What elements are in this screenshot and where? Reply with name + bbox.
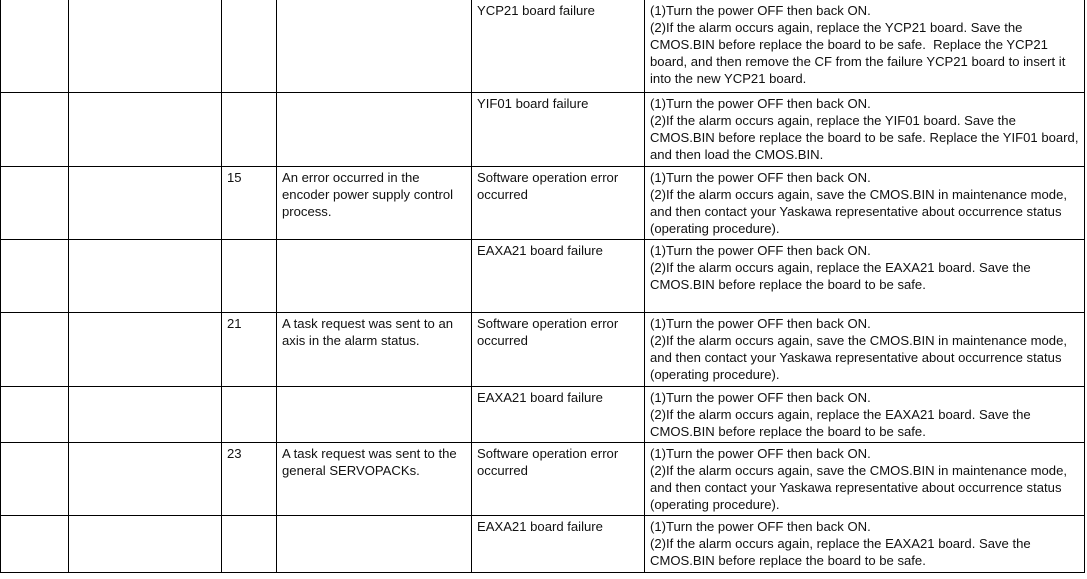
blank-cell bbox=[1, 0, 69, 92]
blank-cell bbox=[1, 515, 69, 572]
blank-cell bbox=[69, 0, 222, 92]
blank-cell bbox=[69, 515, 222, 572]
cause-cell: Software operation error occurred bbox=[472, 166, 645, 239]
blank-cell bbox=[1, 312, 69, 386]
cause-cell: EAXA21 board failure bbox=[472, 515, 645, 572]
blank-cell bbox=[69, 166, 222, 239]
blank-cell bbox=[1, 239, 69, 312]
remedy-cell: (1)Turn the power OFF then back ON. (2)If the alarm occurs again, save the CMOS.BIN in maintenance mode, and then contact your Yaskawa representative about occurrence status (operating procedure). bbox=[645, 442, 1085, 515]
blank-cell bbox=[1, 386, 69, 442]
description-cell bbox=[277, 92, 472, 166]
remedy-cell: (1)Turn the power OFF then back ON. (2)If the alarm occurs again, replace the EAXA21 board. Save the CMOS.BIN before replace the board to be safe. bbox=[645, 515, 1085, 572]
cause-cell: YIF01 board failure bbox=[472, 92, 645, 166]
blank-cell bbox=[1, 442, 69, 515]
table-row bbox=[1, 312, 1085, 386]
alarm-number-cell bbox=[222, 515, 277, 572]
description-cell bbox=[277, 0, 472, 92]
remedy-cell: (1)Turn the power OFF then back ON. (2)If the alarm occurs again, save the CMOS.BIN in maintenance mode, and then contact your Yaskawa representative about occurrence status (operating procedure). bbox=[645, 166, 1085, 239]
alarm-number-cell: 23 bbox=[222, 442, 277, 515]
remedy-cell: (1)Turn the power OFF then back ON. (2)If the alarm occurs again, save the CMOS.BIN in maintenance mode, and then contact your Yaskawa representative about occurrence status (operating procedure). bbox=[645, 312, 1085, 386]
remedy-cell: (1)Turn the power OFF then back ON. (2)If the alarm occurs again, replace the YCP21 board. Save the CMOS.BIN before replace the board to be safe. Replace the YCP21 board, and then remove the CF from the failure YCP21 board to insert it into the new YCP21 board. bbox=[645, 0, 1085, 92]
alarm-number-cell: 21 bbox=[222, 312, 277, 386]
description-cell bbox=[277, 239, 472, 312]
table-row bbox=[1, 442, 1085, 515]
description-cell: An error occurred in the encoder power supply control process. bbox=[277, 166, 472, 239]
table-row bbox=[1, 239, 1085, 312]
description-cell bbox=[277, 386, 472, 442]
table-row bbox=[1, 515, 1085, 572]
remedy-cell: (1)Turn the power OFF then back ON. (2)If the alarm occurs again, replace the EAXA21 board. Save the CMOS.BIN before replace the board to be safe. bbox=[645, 386, 1085, 442]
description-cell: A task request was sent to an axis in the alarm status. bbox=[277, 312, 472, 386]
blank-cell bbox=[1, 166, 69, 239]
description-cell: A task request was sent to the general SERVOPACKs. bbox=[277, 442, 472, 515]
blank-cell bbox=[69, 92, 222, 166]
table-row bbox=[1, 92, 1085, 166]
alarm-number-cell bbox=[222, 92, 277, 166]
blank-cell bbox=[69, 442, 222, 515]
cause-cell: YCP21 board failure bbox=[472, 0, 645, 92]
blank-cell bbox=[69, 239, 222, 312]
alarm-number-cell bbox=[222, 386, 277, 442]
alarm-number-cell bbox=[222, 0, 277, 92]
table-row bbox=[1, 0, 1085, 92]
table-row bbox=[1, 166, 1085, 239]
remedy-cell: (1)Turn the power OFF then back ON. (2)If the alarm occurs again, replace the YIF01 board. Save the CMOS.BIN before replace the board to be safe. Replace the YIF01 board, and then load the CMOS.BIN. bbox=[645, 92, 1085, 166]
remedy-cell: (1)Turn the power OFF then back ON. (2)If the alarm occurs again, replace the EAXA21 board. Save the CMOS.BIN before replace the board to be safe. bbox=[645, 239, 1085, 312]
cause-cell: EAXA21 board failure bbox=[472, 239, 645, 312]
blank-cell bbox=[69, 386, 222, 442]
alarm-number-cell: 15 bbox=[222, 166, 277, 239]
description-cell bbox=[277, 515, 472, 572]
cause-cell: Software operation error occurred bbox=[472, 442, 645, 515]
blank-cell bbox=[69, 312, 222, 386]
alarm-number-cell bbox=[222, 239, 277, 312]
cause-cell: EAXA21 board failure bbox=[472, 386, 645, 442]
table-row bbox=[1, 386, 1085, 442]
cause-cell: Software operation error occurred bbox=[472, 312, 645, 386]
blank-cell bbox=[1, 92, 69, 166]
